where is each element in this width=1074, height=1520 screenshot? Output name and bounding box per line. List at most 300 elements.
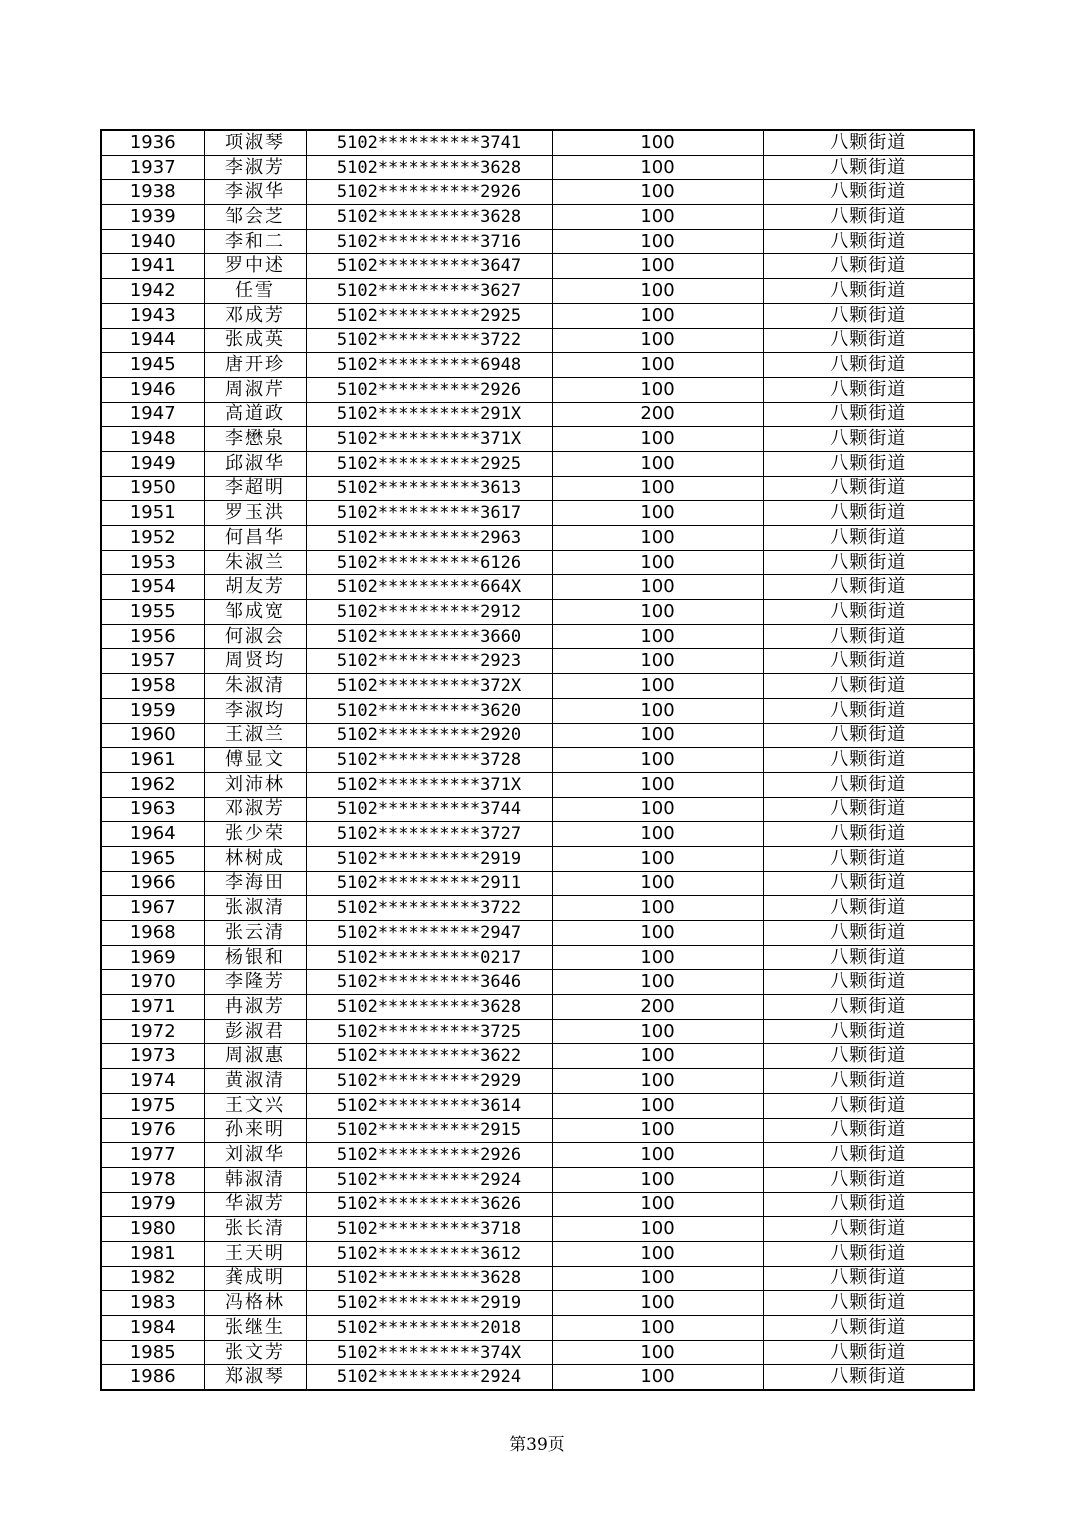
name-cell: 张云清: [204, 921, 306, 946]
row-number-cell: 1938: [101, 180, 204, 205]
area-cell: 八颗街道: [763, 328, 974, 353]
row-number-cell: 1956: [101, 624, 204, 649]
area-cell: 八颗街道: [763, 748, 974, 773]
row-number-cell: 1941: [101, 254, 204, 279]
row-number-cell: 1983: [101, 1291, 204, 1316]
row-number-cell: 1977: [101, 1143, 204, 1168]
id-number-cell: 5102**********3617: [306, 501, 552, 526]
row-number-cell: 1964: [101, 822, 204, 847]
area-cell: 八颗街道: [763, 1365, 974, 1390]
id-number-cell: 5102**********664X: [306, 575, 552, 600]
amount-cell: 100: [552, 822, 763, 847]
name-cell: 杨银和: [204, 945, 306, 970]
id-number-cell: 5102**********3727: [306, 822, 552, 847]
id-number-cell: 5102**********3741: [306, 130, 552, 155]
area-cell: 八颗街道: [763, 871, 974, 896]
table-row: [101, 550, 974, 575]
area-cell: 八颗街道: [763, 526, 974, 551]
amount-cell: 100: [552, 1340, 763, 1365]
area-cell: 八颗街道: [763, 575, 974, 600]
area-cell: 八颗街道: [763, 1167, 974, 1192]
row-number-cell: 1974: [101, 1069, 204, 1094]
table-row: [101, 674, 974, 699]
row-number-cell: 1959: [101, 698, 204, 723]
table-row: [101, 427, 974, 452]
row-number-cell: 1937: [101, 155, 204, 180]
id-number-cell: 5102**********3622: [306, 1044, 552, 1069]
table-row: [101, 1143, 974, 1168]
table-row: [101, 1241, 974, 1266]
area-cell: 八颗街道: [763, 1093, 974, 1118]
amount-cell: 100: [552, 1019, 763, 1044]
name-cell: 李隆芳: [204, 970, 306, 995]
amount-cell: 100: [552, 1217, 763, 1242]
id-number-cell: 5102**********2912: [306, 600, 552, 625]
name-cell: 周淑芹: [204, 377, 306, 402]
table-row: [101, 1093, 974, 1118]
amount-cell: 100: [552, 649, 763, 674]
table-row: [101, 1266, 974, 1291]
row-number-cell: 1978: [101, 1167, 204, 1192]
area-cell: 八颗街道: [763, 402, 974, 427]
amount-cell: 100: [552, 180, 763, 205]
amount-cell: 100: [552, 550, 763, 575]
name-cell: 高道政: [204, 402, 306, 427]
table-row: [101, 1365, 974, 1390]
id-number-cell: 5102**********2924: [306, 1365, 552, 1390]
id-number-cell: 5102**********3716: [306, 229, 552, 254]
table-row: [101, 526, 974, 551]
area-cell: 八颗街道: [763, 822, 974, 847]
amount-cell: 100: [552, 896, 763, 921]
table-row: [101, 846, 974, 871]
area-cell: 八颗街道: [763, 1019, 974, 1044]
id-number-cell: 5102**********6126: [306, 550, 552, 575]
table-row: [101, 1316, 974, 1341]
amount-cell: 100: [552, 1093, 763, 1118]
id-number-cell: 5102**********3728: [306, 748, 552, 773]
amount-cell: 100: [552, 1044, 763, 1069]
amount-cell: 100: [552, 303, 763, 328]
area-cell: 八颗街道: [763, 353, 974, 378]
name-cell: 罗中述: [204, 254, 306, 279]
table-row: [101, 1019, 974, 1044]
area-cell: 八颗街道: [763, 1291, 974, 1316]
row-number-cell: 1966: [101, 871, 204, 896]
amount-cell: 100: [552, 945, 763, 970]
area-cell: 八颗街道: [763, 1192, 974, 1217]
row-number-cell: 1944: [101, 328, 204, 353]
area-cell: 八颗街道: [763, 1069, 974, 1094]
id-number-cell: 5102**********2929: [306, 1069, 552, 1094]
table-row: [101, 797, 974, 822]
table-row: [101, 377, 974, 402]
table-row: [101, 229, 974, 254]
row-number-cell: 1958: [101, 674, 204, 699]
table-row: [101, 402, 974, 427]
row-number-cell: 1979: [101, 1192, 204, 1217]
table-row: [101, 748, 974, 773]
id-number-cell: 5102**********3612: [306, 1241, 552, 1266]
name-cell: 邱淑华: [204, 451, 306, 476]
name-cell: 刘沛林: [204, 772, 306, 797]
table-row: [101, 1167, 974, 1192]
amount-cell: 100: [552, 846, 763, 871]
amount-cell: 100: [552, 377, 763, 402]
name-cell: 邓成芳: [204, 303, 306, 328]
area-cell: 八颗街道: [763, 896, 974, 921]
id-number-cell: 5102**********371X: [306, 772, 552, 797]
row-number-cell: 1945: [101, 353, 204, 378]
amount-cell: 100: [552, 600, 763, 625]
row-number-cell: 1970: [101, 970, 204, 995]
row-number-cell: 1957: [101, 649, 204, 674]
row-number-cell: 1949: [101, 451, 204, 476]
id-number-cell: 5102**********3626: [306, 1192, 552, 1217]
area-cell: 八颗街道: [763, 180, 974, 205]
id-number-cell: 5102**********3647: [306, 254, 552, 279]
roster-table-body: [101, 130, 974, 1390]
area-cell: 八颗街道: [763, 624, 974, 649]
id-number-cell: 5102**********3722: [306, 328, 552, 353]
amount-cell: 100: [552, 970, 763, 995]
id-number-cell: 5102**********3627: [306, 279, 552, 304]
name-cell: 李淑华: [204, 180, 306, 205]
roster-table: [100, 129, 975, 1391]
row-number-cell: 1976: [101, 1118, 204, 1143]
row-number-cell: 1948: [101, 427, 204, 452]
name-cell: 张长清: [204, 1217, 306, 1242]
amount-cell: 100: [552, 254, 763, 279]
id-number-cell: 5102**********2920: [306, 723, 552, 748]
name-cell: 龚成明: [204, 1266, 306, 1291]
table-row: [101, 303, 974, 328]
area-cell: 八颗街道: [763, 846, 974, 871]
id-number-cell: 5102**********2923: [306, 649, 552, 674]
area-cell: 八颗街道: [763, 1044, 974, 1069]
amount-cell: 100: [552, 674, 763, 699]
name-cell: 黄淑清: [204, 1069, 306, 1094]
id-number-cell: 5102**********372X: [306, 674, 552, 699]
amount-cell: 100: [552, 1192, 763, 1217]
row-number-cell: 1973: [101, 1044, 204, 1069]
amount-cell: 100: [552, 205, 763, 230]
area-cell: 八颗街道: [763, 229, 974, 254]
row-number-cell: 1981: [101, 1241, 204, 1266]
area-cell: 八颗街道: [763, 130, 974, 155]
area-cell: 八颗街道: [763, 1340, 974, 1365]
name-cell: 刘淑华: [204, 1143, 306, 1168]
id-number-cell: 5102**********3660: [306, 624, 552, 649]
id-number-cell: 5102**********3628: [306, 155, 552, 180]
name-cell: 李海田: [204, 871, 306, 896]
area-cell: 八颗街道: [763, 451, 974, 476]
amount-cell: 100: [552, 772, 763, 797]
id-number-cell: 5102**********2018: [306, 1316, 552, 1341]
row-number-cell: 1953: [101, 550, 204, 575]
id-number-cell: 5102**********3628: [306, 995, 552, 1020]
row-number-cell: 1946: [101, 377, 204, 402]
name-cell: 华淑芳: [204, 1192, 306, 1217]
row-number-cell: 1971: [101, 995, 204, 1020]
table-row: [101, 575, 974, 600]
name-cell: 何昌华: [204, 526, 306, 551]
table-row: [101, 698, 974, 723]
table-row: [101, 945, 974, 970]
table-row: [101, 1217, 974, 1242]
amount-cell: 100: [552, 279, 763, 304]
area-cell: 八颗街道: [763, 723, 974, 748]
area-cell: 八颗街道: [763, 205, 974, 230]
row-number-cell: 1954: [101, 575, 204, 600]
id-number-cell: 5102**********2926: [306, 180, 552, 205]
name-cell: 邹成宽: [204, 600, 306, 625]
id-number-cell: 5102**********3628: [306, 205, 552, 230]
id-number-cell: 5102**********371X: [306, 427, 552, 452]
amount-cell: 100: [552, 921, 763, 946]
table-row: [101, 1044, 974, 1069]
amount-cell: 100: [552, 229, 763, 254]
name-cell: 张成英: [204, 328, 306, 353]
amount-cell: 100: [552, 1167, 763, 1192]
amount-cell: 100: [552, 1291, 763, 1316]
name-cell: 胡友芳: [204, 575, 306, 600]
name-cell: 朱淑清: [204, 674, 306, 699]
table-row: [101, 279, 974, 304]
amount-cell: 100: [552, 451, 763, 476]
name-cell: 李懋泉: [204, 427, 306, 452]
name-cell: 邹会芝: [204, 205, 306, 230]
amount-cell: 100: [552, 1069, 763, 1094]
id-number-cell: 5102**********3614: [306, 1093, 552, 1118]
name-cell: 张少荣: [204, 822, 306, 847]
id-number-cell: 5102**********2924: [306, 1167, 552, 1192]
table-row: [101, 205, 974, 230]
row-number-cell: 1939: [101, 205, 204, 230]
amount-cell: 100: [552, 1241, 763, 1266]
row-number-cell: 1952: [101, 526, 204, 551]
amount-cell: 100: [552, 1118, 763, 1143]
name-cell: 林树成: [204, 846, 306, 871]
row-number-cell: 1950: [101, 476, 204, 501]
name-cell: 冉淑芳: [204, 995, 306, 1020]
area-cell: 八颗街道: [763, 550, 974, 575]
amount-cell: 100: [552, 1316, 763, 1341]
id-number-cell: 5102**********2915: [306, 1118, 552, 1143]
amount-cell: 100: [552, 130, 763, 155]
page-number: 第39页: [509, 1435, 565, 1455]
table-row: [101, 180, 974, 205]
amount-cell: 100: [552, 155, 763, 180]
id-number-cell: 5102**********3628: [306, 1266, 552, 1291]
id-number-cell: 5102**********291X: [306, 402, 552, 427]
table-row: [101, 772, 974, 797]
id-number-cell: 5102**********2963: [306, 526, 552, 551]
amount-cell: 100: [552, 1143, 763, 1168]
amount-cell: 100: [552, 526, 763, 551]
name-cell: 邓淑芳: [204, 797, 306, 822]
row-number-cell: 1947: [101, 402, 204, 427]
id-number-cell: 5102**********3620: [306, 698, 552, 723]
amount-cell: 100: [552, 624, 763, 649]
row-number-cell: 1975: [101, 1093, 204, 1118]
row-number-cell: 1985: [101, 1340, 204, 1365]
row-number-cell: 1943: [101, 303, 204, 328]
id-number-cell: 5102**********2919: [306, 846, 552, 871]
name-cell: 郑淑琴: [204, 1365, 306, 1390]
row-number-cell: 1969: [101, 945, 204, 970]
name-cell: 王淑兰: [204, 723, 306, 748]
amount-cell: 100: [552, 353, 763, 378]
row-number-cell: 1963: [101, 797, 204, 822]
area-cell: 八颗街道: [763, 1143, 974, 1168]
amount-cell: 100: [552, 723, 763, 748]
area-cell: 八颗街道: [763, 674, 974, 699]
table-row: [101, 476, 974, 501]
id-number-cell: 5102**********2911: [306, 871, 552, 896]
name-cell: 彭淑君: [204, 1019, 306, 1044]
row-number-cell: 1961: [101, 748, 204, 773]
name-cell: 王文兴: [204, 1093, 306, 1118]
area-cell: 八颗街道: [763, 1118, 974, 1143]
name-cell: 张继生: [204, 1316, 306, 1341]
amount-cell: 100: [552, 476, 763, 501]
area-cell: 八颗街道: [763, 427, 974, 452]
area-cell: 八颗街道: [763, 772, 974, 797]
row-number-cell: 1965: [101, 846, 204, 871]
table-row: [101, 649, 974, 674]
amount-cell: 100: [552, 427, 763, 452]
area-cell: 八颗街道: [763, 155, 974, 180]
area-cell: 八颗街道: [763, 1266, 974, 1291]
id-number-cell: 5102**********3744: [306, 797, 552, 822]
id-number-cell: 5102**********2925: [306, 303, 552, 328]
area-cell: 八颗街道: [763, 600, 974, 625]
id-number-cell: 5102**********374X: [306, 1340, 552, 1365]
area-cell: 八颗街道: [763, 501, 974, 526]
id-number-cell: 5102**********3646: [306, 970, 552, 995]
area-cell: 八颗街道: [763, 476, 974, 501]
amount-cell: 100: [552, 328, 763, 353]
id-number-cell: 5102**********2947: [306, 921, 552, 946]
name-cell: 张淑清: [204, 896, 306, 921]
name-cell: 唐开珍: [204, 353, 306, 378]
table-row: [101, 254, 974, 279]
row-number-cell: 1967: [101, 896, 204, 921]
name-cell: 周贤均: [204, 649, 306, 674]
amount-cell: 100: [552, 575, 763, 600]
name-cell: 任雪: [204, 279, 306, 304]
id-number-cell: 5102**********2925: [306, 451, 552, 476]
name-cell: 朱淑兰: [204, 550, 306, 575]
table-row: [101, 130, 974, 155]
row-number-cell: 1962: [101, 772, 204, 797]
amount-cell: 100: [552, 501, 763, 526]
row-number-cell: 1942: [101, 279, 204, 304]
table-row: [101, 155, 974, 180]
table-row: [101, 723, 974, 748]
area-cell: 八颗街道: [763, 303, 974, 328]
row-number-cell: 1940: [101, 229, 204, 254]
name-cell: 罗玉洪: [204, 501, 306, 526]
amount-cell: 200: [552, 402, 763, 427]
id-number-cell: 5102**********2926: [306, 1143, 552, 1168]
area-cell: 八颗街道: [763, 945, 974, 970]
area-cell: 八颗街道: [763, 1241, 974, 1266]
name-cell: 傅显文: [204, 748, 306, 773]
name-cell: 李超明: [204, 476, 306, 501]
row-number-cell: 1972: [101, 1019, 204, 1044]
table-row: [101, 995, 974, 1020]
table-row: [101, 501, 974, 526]
area-cell: 八颗街道: [763, 1316, 974, 1341]
id-number-cell: 5102**********3613: [306, 476, 552, 501]
area-cell: 八颗街道: [763, 970, 974, 995]
name-cell: 冯格林: [204, 1291, 306, 1316]
row-number-cell: 1980: [101, 1217, 204, 1242]
table-row: [101, 1291, 974, 1316]
table-row: [101, 1192, 974, 1217]
table-row: [101, 624, 974, 649]
area-cell: 八颗街道: [763, 279, 974, 304]
row-number-cell: 1968: [101, 921, 204, 946]
amount-cell: 100: [552, 748, 763, 773]
id-number-cell: 5102**********6948: [306, 353, 552, 378]
table-row: [101, 1340, 974, 1365]
id-number-cell: 5102**********0217: [306, 945, 552, 970]
amount-cell: 100: [552, 871, 763, 896]
table-row: [101, 896, 974, 921]
id-number-cell: 5102**********2919: [306, 1291, 552, 1316]
table-row: [101, 1069, 974, 1094]
table-row: [101, 1118, 974, 1143]
amount-cell: 100: [552, 698, 763, 723]
table-row: [101, 600, 974, 625]
table-row: [101, 328, 974, 353]
amount-cell: 100: [552, 1266, 763, 1291]
row-number-cell: 1984: [101, 1316, 204, 1341]
amount-cell: 100: [552, 797, 763, 822]
table-row: [101, 970, 974, 995]
name-cell: 王天明: [204, 1241, 306, 1266]
area-cell: 八颗街道: [763, 377, 974, 402]
row-number-cell: 1951: [101, 501, 204, 526]
name-cell: 韩淑清: [204, 1167, 306, 1192]
area-cell: 八颗街道: [763, 995, 974, 1020]
name-cell: 李淑芳: [204, 155, 306, 180]
row-number-cell: 1982: [101, 1266, 204, 1291]
table-row: [101, 451, 974, 476]
table-row: [101, 921, 974, 946]
area-cell: 八颗街道: [763, 1217, 974, 1242]
amount-cell: 100: [552, 1365, 763, 1390]
name-cell: 孙来明: [204, 1118, 306, 1143]
amount-cell: 200: [552, 995, 763, 1020]
name-cell: 李和二: [204, 229, 306, 254]
id-number-cell: 5102**********3722: [306, 896, 552, 921]
table-row: [101, 353, 974, 378]
table-row: [101, 822, 974, 847]
area-cell: 八颗街道: [763, 254, 974, 279]
name-cell: 张文芳: [204, 1340, 306, 1365]
name-cell: 项淑琴: [204, 130, 306, 155]
table-row: [101, 871, 974, 896]
row-number-cell: 1986: [101, 1365, 204, 1390]
id-number-cell: 5102**********3725: [306, 1019, 552, 1044]
area-cell: 八颗街道: [763, 698, 974, 723]
row-number-cell: 1936: [101, 130, 204, 155]
name-cell: 李淑均: [204, 698, 306, 723]
